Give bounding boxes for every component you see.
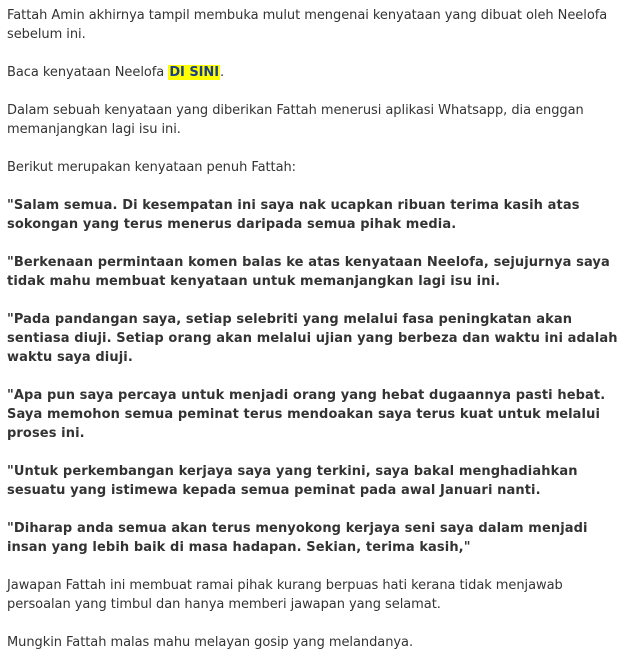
di-sini-link[interactable]: DI SINI [169, 65, 220, 80]
response-paragraph: Jawapan Fattah ini membuat ramai pihak kurang berpuas hati kerana tidak menjawab persoalan yang timbul dan hanya memberi jawapan yang selamat. [7, 578, 563, 612]
read-more-paragraph [7, 63, 619, 82]
read-more-prefix: Baca kenyataan Neelofa [7, 65, 169, 80]
closing-paragraph: Mungkin Fattah malas mahu melayan gosip yang melandanya. [7, 635, 414, 650]
quote-paragraph: "Berkenaan permintaan komen balas ke atas kenyataan Neelofa, sejujurnya saya tidak mahu membuat kenyataan untuk memanjangkan lagi isu ini. [7, 255, 610, 289]
read-more-suffix: . [220, 65, 225, 80]
intro-paragraph: Fattah Amin akhirnya tampil membuka mulut mengenai kenyataan yang dibuat oleh Neelofa sebelum ini. [7, 8, 608, 42]
quote-paragraph: "Pada pandangan saya, setiap selebriti yang melalui fasa peningkatan akan sentiasa diuji. Setiap orang akan melalui ujian yang berbeza dan waktu ini adalah waktu saya diuji. [7, 312, 618, 365]
quote-paragraph: "Salam semua. Di kesempatan ini saya nak ucapkan ribuan terima kasih atas sokongan yang terus menerus daripada semua pihak media. [7, 198, 580, 232]
context-paragraph: Dalam sebuah kenyataan yang diberikan Fattah menerusi aplikasi Whatsapp, dia enggan memanjangkan lagi isu ini. [7, 103, 584, 137]
quote-paragraph: "Untuk perkembangan kerjaya saya yang terkini, saya bakal menghadiahkan sesuatu yang istimewa kepada semua peminat pada awal Januari nanti. [7, 464, 578, 498]
quote-paragraph: "Diharap anda semua akan terus menyokong kerjaya seni saya dalam menjadi insan yang lebih baik di masa hadapan. Sekian, terima kasih," [7, 521, 588, 555]
quote-paragraph: "Apa pun saya percaya untuk menjadi orang yang hebat dugaannya pasti hebat. Saya memohon semua peminat terus mendoakan saya terus kuat untuk melalui proses ini. [7, 388, 606, 441]
lead-in-paragraph: Berikut merupakan kenyataan penuh Fattah: [7, 160, 297, 175]
